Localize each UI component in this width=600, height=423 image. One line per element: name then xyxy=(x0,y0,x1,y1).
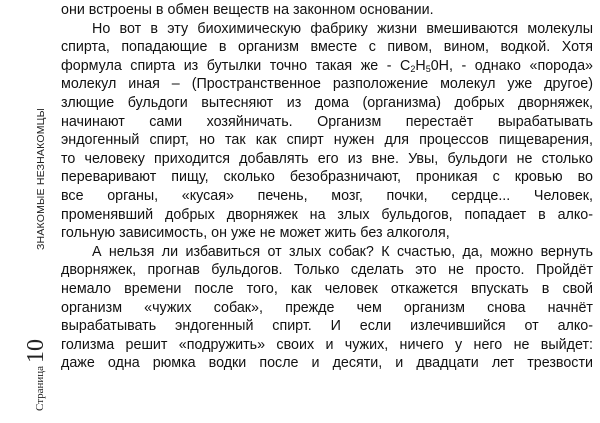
text-line: переваривают пищу, сколько безобразничают, проникая с кровью во xyxy=(61,169,593,186)
text-line: организм «чужих собак», прежде чем организм снова начнёт xyxy=(61,299,593,316)
text-line: спирта, попадающие в организм вместе с пивом, вином, водкой. Хотя xyxy=(61,39,593,56)
text-line: гольную зависимость, он уже не может жить без алкоголя, xyxy=(61,225,450,242)
text-line: злющие бульдоги вытесняют из дома (организма) добрых дворняжек, xyxy=(61,94,593,111)
text-line: даже одна рюмка водки после и десяти, и двадцати лет трезвости xyxy=(61,355,593,372)
text-line: вырабатывать эндогенный спирт. И если излечившийся от алко- xyxy=(61,318,593,335)
text-line: все органы, «кусая» печень, мозг, почки, сердце... Человек, xyxy=(61,187,593,204)
formula-line xyxy=(61,57,593,76)
text-line: то человеку приходится добавлять его из вне. Увы, бульдоги не столько xyxy=(61,150,593,167)
page-label: Страница xyxy=(34,365,46,411)
formula-subscript: 2 xyxy=(410,63,416,74)
running-header: ЗНАКОМЫЕ НЕЗНАКОМЦЫ xyxy=(35,107,47,250)
page-margin xyxy=(0,0,50,423)
formula-part: H xyxy=(415,57,426,74)
text-line: голизма решит «подружить» своих и чужих, ничего у него не выйдет: xyxy=(61,336,593,353)
text-line-start: формула спирта из бутылки точно такая же - C xyxy=(61,57,411,74)
text-line: эндогенный спирт, но так как спирт нужен для процессов пищеварения, xyxy=(61,132,593,149)
text-line: А нельзя ли избавиться от злых собак? К счастью, да, можно вернуть xyxy=(92,243,593,260)
formula-subscript: 5 xyxy=(425,63,431,74)
page-number: 10 xyxy=(23,338,49,363)
text-line-end: 0H, - однако «порода» xyxy=(430,57,593,74)
text-line: Но вот в эту биохимическую фабрику жизни вмешиваются молекулы xyxy=(92,20,593,37)
text-line: они встроены в обмен веществ на законном основании. xyxy=(61,2,434,18)
text-line: променявший добрых дворняжек на злых бульдогов, попадает в алко- xyxy=(61,206,593,223)
body-text xyxy=(61,1,593,373)
text-line: молекул иная – (Пространственное разположение молекул уже другое) xyxy=(61,76,593,93)
text-line: дворняжек, прогнав бульдогов. Только сделать это не просто. Пройдёт xyxy=(61,262,593,279)
text-line: немало времени после того, как человек откажется впускать в свой xyxy=(61,280,593,297)
page-number-block xyxy=(23,339,50,411)
text-line: начинают сами хозяйничать. Организм перестаёт вырабатывать xyxy=(61,113,593,130)
